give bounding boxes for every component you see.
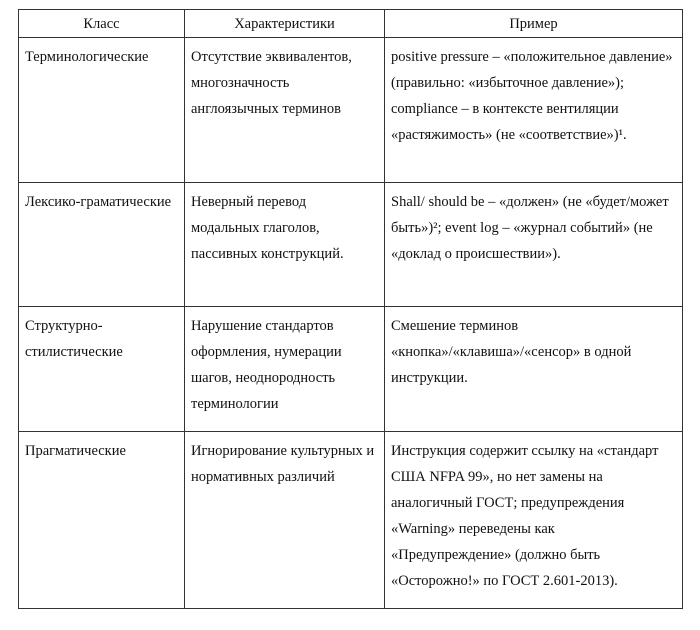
example-cell (385, 307, 683, 432)
header-class: Класс (19, 10, 185, 38)
class-text: Структурно-стилистические (25, 318, 123, 360)
example-text: Shall/ should be – «должен» (не «будет/может быть»)²; event log – «журнал событий» (не «доклад о происшествии»). (391, 194, 669, 262)
class-cell (19, 183, 185, 307)
class-text: Лексико-граматические (25, 194, 172, 210)
characteristics-cell (185, 38, 385, 183)
class-cell (19, 307, 185, 432)
characteristics-text: Отсутствие эквивалентов, многозначность англоязычных терминов (191, 49, 352, 117)
example-text: positive pressure – «положительное давление» (правильно: «избыточное давление»); compliance – в контексте вентиляции «растяжимость» (не «соответствие»)¹. (391, 49, 673, 143)
class-cell (19, 38, 185, 183)
characteristics-cell (185, 307, 385, 432)
table-row (19, 432, 683, 609)
class-cell (19, 432, 185, 609)
table-header-row (19, 10, 683, 38)
class-text: Терминологические (25, 49, 149, 65)
table-row (19, 183, 683, 307)
class-text: Прагматические (25, 443, 126, 459)
header-example: Пример (385, 10, 683, 38)
example-text: Инструкция содержит ссылку на «стандарт США NFPA 99», но нет замены на аналогичный ГОСТ; предупреждения «Warning» переведены как «Предупреждение» (должно быть «Осторожно!» по ГОСТ 2.601-2013). (391, 443, 659, 589)
characteristics-text: Неверный перевод модальных глаголов, пассивных конструкций. (191, 194, 344, 262)
classification-table (18, 9, 683, 609)
characteristics-text: Игнорирование культурных и нормативных различий (191, 443, 375, 485)
example-cell (385, 183, 683, 307)
example-cell (385, 38, 683, 183)
header-characteristics: Характеристики (185, 10, 385, 38)
table-row (19, 307, 683, 432)
characteristics-cell (185, 432, 385, 609)
table-row (19, 38, 683, 183)
characteristics-text: Нарушение стандартов оформления, нумерации шагов, неоднородность терминологии (191, 318, 342, 412)
example-text: Смешение терминов «кнопка»/«клавиша»/«сенсор» в одной инструкции. (391, 318, 632, 386)
characteristics-cell (185, 183, 385, 307)
example-cell (385, 432, 683, 609)
